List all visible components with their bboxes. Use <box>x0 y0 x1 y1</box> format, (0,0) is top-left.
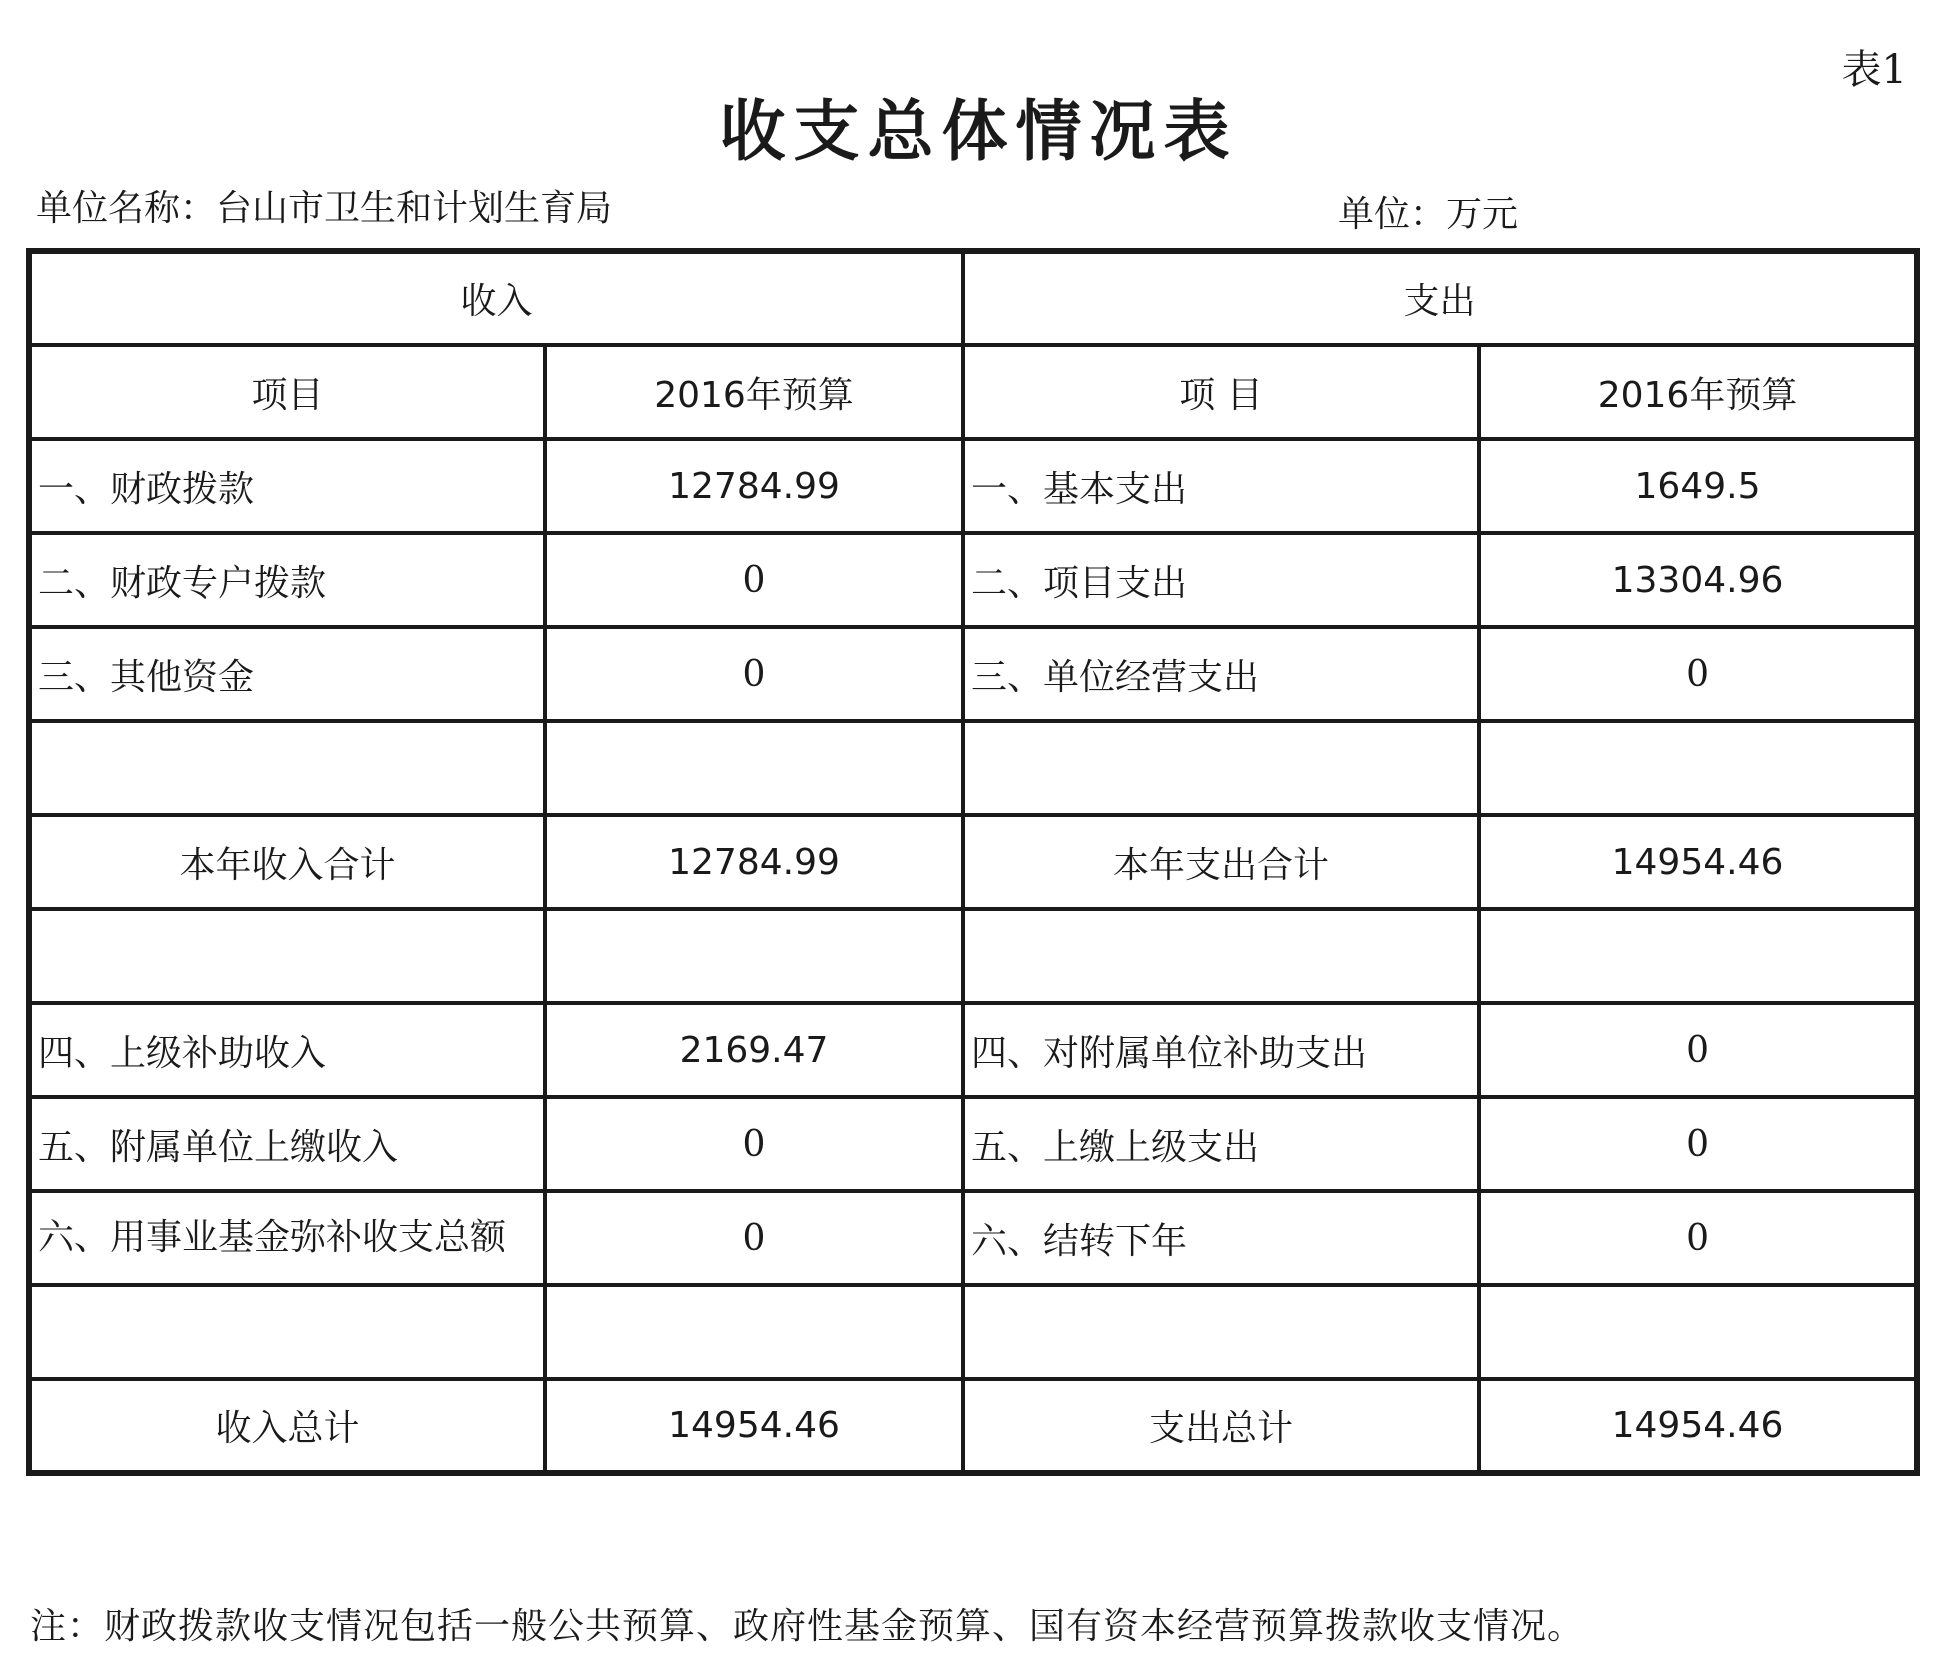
expense-value <box>1479 1285 1917 1379</box>
budget-table <box>26 248 1920 1476</box>
expense-value: 14954.46 <box>1479 815 1917 909</box>
income-item: 本年收入合计 <box>29 815 545 909</box>
expense-item <box>963 909 1479 1003</box>
income-value <box>545 721 963 815</box>
expense-item: 六、结转下年 <box>963 1191 1479 1285</box>
income-header: 收入 <box>29 251 963 345</box>
expense-item: 一、基本支出 <box>963 439 1479 533</box>
expense-value: 0 <box>1479 1003 1917 1097</box>
income-value: 0 <box>545 1097 963 1191</box>
table-row-empty <box>29 909 1917 1003</box>
table-row <box>29 627 1917 721</box>
income-value <box>545 909 963 1003</box>
income-item: 二、财政专户拨款 <box>29 533 545 627</box>
table-number: 表1 <box>1841 47 1907 93</box>
income-item: 三、其他资金 <box>29 627 545 721</box>
table-row-subtotal <box>29 815 1917 909</box>
income-value <box>545 1285 963 1379</box>
income-item <box>29 1285 545 1379</box>
table-row <box>29 533 1917 627</box>
income-budget-header: 2016年预算 <box>545 345 963 439</box>
expense-item: 支出总计 <box>963 1379 1479 1473</box>
table-row <box>29 1003 1917 1097</box>
meta-row <box>36 180 1916 235</box>
income-item <box>29 721 545 815</box>
page-title: 收支总体情况表 <box>719 92 1238 170</box>
table-row <box>29 1191 1917 1285</box>
expense-item: 二、项目支出 <box>963 533 1479 627</box>
expense-item: 本年支出合计 <box>963 815 1479 909</box>
expense-item: 五、上缴上级支出 <box>963 1097 1479 1191</box>
table-row <box>29 439 1917 533</box>
expense-value <box>1479 721 1917 815</box>
currency-unit: 单位：万元 <box>1338 194 1519 235</box>
expense-value: 13304.96 <box>1479 533 1917 627</box>
expense-value: 0 <box>1479 627 1917 721</box>
income-item: 五、附属单位上缴收入 <box>29 1097 545 1191</box>
expense-budget-header: 2016年预算 <box>1479 345 1917 439</box>
income-item-header: 项目 <box>29 345 545 439</box>
income-value: 14954.46 <box>545 1379 963 1473</box>
expense-value: 0 <box>1479 1191 1917 1285</box>
expense-item <box>963 721 1479 815</box>
income-item: 一、财政拨款 <box>29 439 545 533</box>
income-item: 四、上级补助收入 <box>29 1003 545 1097</box>
expense-value: 0 <box>1479 1097 1917 1191</box>
income-value: 0 <box>545 1191 963 1285</box>
expense-header: 支出 <box>963 251 1917 345</box>
footnote: 注：财政拨款收支情况包括一般公共预算、政府性基金预算、国有资本经营预算拨款收支情况。 <box>30 1606 1585 1647</box>
expense-value: 1649.5 <box>1479 439 1917 533</box>
expense-item: 四、对附属单位补助支出 <box>963 1003 1479 1097</box>
income-value: 0 <box>545 627 963 721</box>
income-value: 0 <box>545 533 963 627</box>
income-item: 收入总计 <box>29 1379 545 1473</box>
section-header-row <box>29 251 1917 345</box>
unit-name: 单位名称：台山市卫生和计划生育局 <box>36 188 613 229</box>
table-row-empty <box>29 721 1917 815</box>
income-value: 12784.99 <box>545 439 963 533</box>
table-row-total <box>29 1379 1917 1473</box>
income-value: 2169.47 <box>545 1003 963 1097</box>
expense-item <box>963 1285 1479 1379</box>
expense-item-header: 项 目 <box>963 345 1479 439</box>
income-item <box>29 909 545 1003</box>
table-row <box>29 1097 1917 1191</box>
income-item: 六、用事业基金弥补收支总额 <box>29 1191 545 1285</box>
expense-value <box>1479 909 1917 1003</box>
table-row-empty <box>29 1285 1917 1379</box>
income-value: 12784.99 <box>545 815 963 909</box>
expense-value: 14954.46 <box>1479 1379 1917 1473</box>
expense-item: 三、单位经营支出 <box>963 627 1479 721</box>
column-header-row <box>29 345 1917 439</box>
